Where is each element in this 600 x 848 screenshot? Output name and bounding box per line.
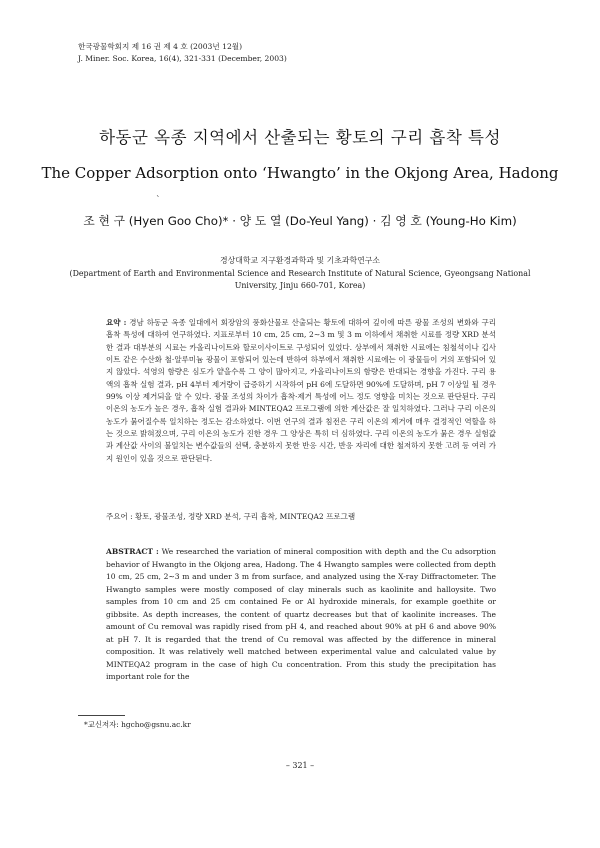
footnote-divider (78, 715, 125, 716)
abstract-korean-label: 요약 : (106, 318, 127, 327)
page-number: – 321 – (285, 761, 315, 770)
abstract-english-label: ABSTRACT : (106, 547, 159, 556)
abstract-english (106, 546, 496, 684)
affiliation-korean: 경상대학교 지구환경과학과 및 기초과학연구소 (220, 256, 380, 265)
title-english: The Copper Adsorption onto ‘Hwangto’ in the Okjong Area, Hadong (41, 164, 559, 182)
journal-header-korean: 한국광물학회지 제 16 권 제 4 호 (2003년 12월) (78, 42, 243, 51)
affiliation (0, 255, 600, 293)
affiliation-english-line2: University, Jinju 660-701, Korea) (234, 281, 366, 291)
corresponding-author-footnote: *교신저자: hgcho@gsnu.ac.kr (84, 720, 191, 729)
journal-header (78, 41, 287, 65)
journal-header-english: J. Miner. Soc. Korea, 16(4), 321-331 (December, 2003) (78, 54, 287, 63)
stray-mark: ` (156, 196, 161, 206)
abstract-korean-text: 경남 하동군 옥종 일대에서 회장암의 풍화산물로 산출되는 황토에 대하여 깊이에 따른 광물 조성의 변화와 구리 흡착 특성에 대하여 연구하였다. 지표로부터 10 cm, 25 cm, 2∼3 m 및 3 m 이하에서 채취한 시료를 정량 XRD 분석한 결과 대부분의 시료는 카올리나이트와 할로이사이트로 구성되어 있었다. 상부에서 채취한 시료에는 침철석이나 깁사이트 같은 수산화 철·알루미늄 광물이 포함되어 있는데 반하여 하부에서 채취한 시료에는 이 광물들이 거의 포함되어 있지 않았다. 석영의 함량은 심도가 얕을수록 그 양이 많아지고, 카올리나이트의 함량은 반대되는 경향을 가진다. 구리 용액의 흡착 실험 결과, pH 4부터 제거량이 급증하기 시작하여 pH 6에 도달하면 90%에 도달하며, pH 7 이상일 될 경우 99% 이상 제거되을 알 수 있다. 광물 조성의 차이가 흡착·제거 특성에 어느 정도 영향을 미치는 것으로 판단된다. 구리 이온의 농도가 높은 경우, 흡착 실험 결과와 MINTEQA2 프로그램에 의한 계산값은 잘 일치하였다. 그러나 구리 이온의 농도가 묽어질수록 일치하는 정도는 감소하였다. 이번 연구의 결과 침전은 구리 이온의 제거에 매우 결정적인 역할을 하는 것으로 밝혀졌으며, 구리 이온의 농도가 진한 경우 그 양상은 특히 더 심하였다. 구리 이온의 농도가 묽은 경우 실험값과 계산값 사이의 불일치는 변수값들의 선택, 충분하지 못한 반응 시간, 반응 자리에 대한 철저하지 못한 고려 등 여러 가지 원인이 있을 것으로 판단된다. (106, 318, 496, 463)
keywords: 주요어 : 황토, 광물조성, 정량 XRD 분석, 구리 흡착, MINTEQA2 프로그램 (106, 512, 356, 521)
title-korean: 하동군 옥종 지역에서 산출되는 황토의 구리 흡착 특성 (99, 128, 501, 147)
abstract-korean (106, 317, 496, 465)
author-list: 조 현 구 (Hyen Goo Cho)* · 양 도 열 (Do-Yeul Yang) · 김 영 호 (Young-Ho Kim) (83, 214, 517, 228)
affiliation-english-line1: (Department of Earth and Environmental Science and Research Institute of Natural Science, Gyeongsang National (69, 268, 531, 278)
abstract-english-text: We researched the variation of mineral composition with depth and the Cu adsorption behavior of Hwangto in the Okjong area, Hadong. The 4 Hwangto samples were collected from depth 10 cm, 25 cm, 2∼3 m and under 3 m from surface, and analyzed using the X-ray Diffractometer. The Hwangto samples were mostly composed of clay minerals such as kaolinite and halloysite. Two samples from 10 cm and 25 cm contained Fe or Al hydroxide minerals, for example goethite or gibbsite. As depth increases, the content of quartz decreases but that of kaolinite increases. The amount of Cu removal was rapidly rised from pH 4, and reached about 90% at pH 6 and above 90% at pH 7. It is regarded that the trend of Cu removal was affected by the difference in mineral composition. It was relatively well matched between experimental value and calculated value by MINTEQA2 program in the case of high Cu concentration. From this study the precipitation has important role for the (106, 547, 496, 681)
